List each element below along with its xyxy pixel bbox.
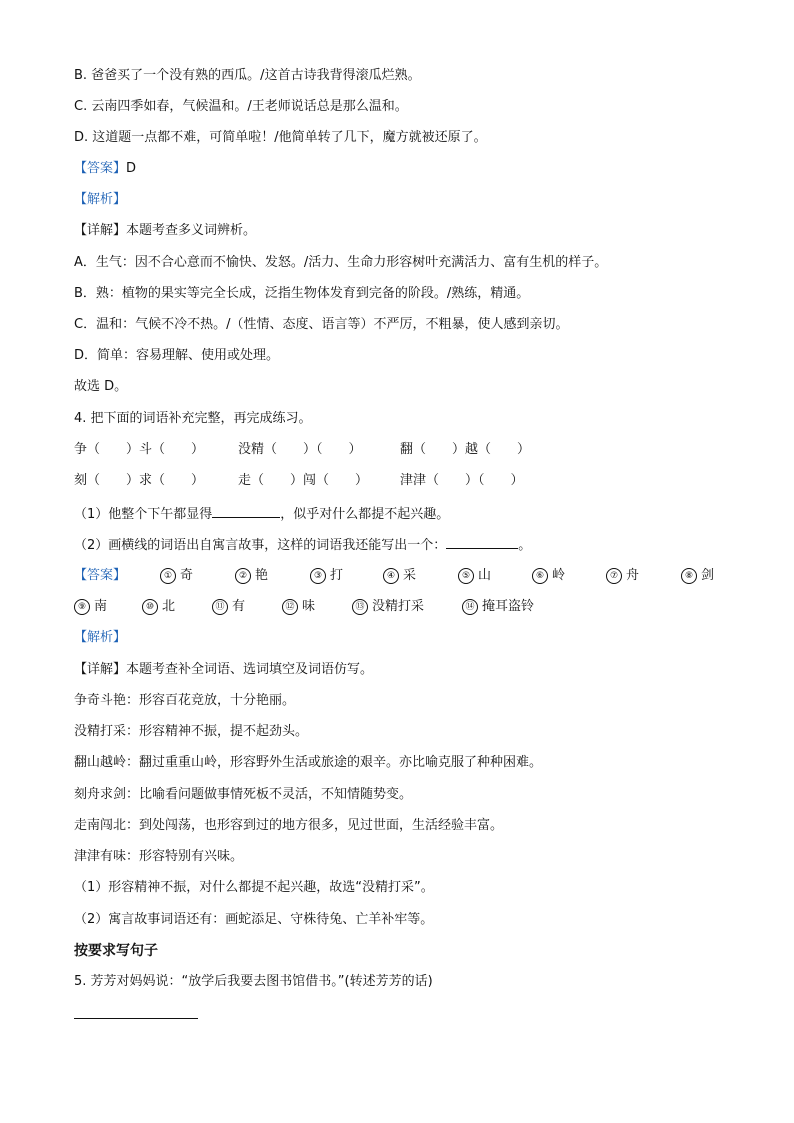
question-5: 5. 芳芳对妈妈说：“放学后我要去图书馆借书。”(转述芳芳的话) <box>74 974 433 989</box>
answer-number: ⑪ <box>212 599 228 615</box>
explain-a: A．生气：因不合心意而不愉快、发怒。/活力、生命力形容树叶充满活力、富有生机的样子。 <box>74 255 608 270</box>
explain-d: D．简单：容易理解、使用或处理。 <box>74 348 280 363</box>
answer-text: 艳 <box>255 568 269 583</box>
answer-number: ⑬ <box>352 599 368 615</box>
explain-sub-2: （2）寓言故事词语还有：画蛇添足、守株待兔、亡羊补牢等。 <box>74 912 434 927</box>
option-d: D. 这道题一点都不难，可简单啦！/他简单转了几下，魔方就被还原了。 <box>74 130 487 145</box>
answer-text: 采 <box>403 568 417 583</box>
q4-2-text: （2）画横线的词语出自寓言故事，这样的词语我还能写出一个： <box>74 538 447 553</box>
fill-item-2: 没精（ ）（ ） <box>238 442 362 457</box>
answer-number: ⑭ <box>462 599 478 615</box>
fill-item-5: 走（ ）闯（ ） <box>238 473 369 488</box>
answer-number: ⑥ <box>532 568 548 584</box>
explain-word-5: 走南闯北：到处闯荡，也形容到过的地方很多，见过世面，生活经验丰富。 <box>74 818 504 833</box>
answer-value: D <box>126 161 137 176</box>
answer-text: 打 <box>330 568 344 583</box>
detail-text: 本题考查多义词辨析。 <box>126 223 257 238</box>
answer-text: 味 <box>302 599 316 614</box>
answer-text: 山 <box>478 568 492 583</box>
fill-item-6: 津津（ ）（ ） <box>400 473 524 488</box>
answer-number: ⑤ <box>458 568 474 584</box>
answer-text: 奇 <box>180 568 194 583</box>
answer-text: 岭 <box>552 568 566 583</box>
answer-item <box>458 566 491 586</box>
explain-sub-1: （1）形容精神不振，对什么都提不起兴趣，故选“没精打采”。 <box>74 880 434 895</box>
fill-item-1: 争（ ）斗（ ） <box>74 442 205 457</box>
question-4-2 <box>74 534 531 556</box>
answer-item <box>681 566 714 586</box>
answer-item <box>532 566 565 586</box>
answer-item <box>212 597 245 617</box>
detail-4 <box>74 660 373 680</box>
answer-text: 南 <box>94 599 108 614</box>
choose-d: 故选 D。 <box>74 379 128 394</box>
answer-3 <box>74 159 136 179</box>
answer-number: ① <box>160 568 176 584</box>
q4-2-end: 。 <box>518 538 532 553</box>
answer-number: ⑩ <box>142 599 158 615</box>
option-b: B. 爸爸买了一个没有熟的西瓜。/这首古诗我背得滚瓜烂熟。 <box>74 68 421 83</box>
answer-item <box>74 597 107 617</box>
answer-number: ⑫ <box>282 599 298 615</box>
answer-text: 掩耳盗铃 <box>482 599 535 614</box>
answer-item <box>235 566 268 586</box>
detail-tag: 【详解】 <box>74 223 127 238</box>
q4-1-text: （1）他整个下午都显得 <box>74 507 213 522</box>
answer-item <box>282 597 315 617</box>
answer-item <box>383 566 416 586</box>
q4-1-end: ，似乎对什么都提不起兴趣。 <box>280 507 450 522</box>
option-c: C. 云南四季如春，气候温和。/王老师说话总是那么温和。 <box>74 99 408 114</box>
answer-item <box>160 566 193 586</box>
explain-word-1: 争奇斗艳：形容百花竞放，十分艳丽。 <box>74 693 296 708</box>
explain-b: B．熟：植物的果实等完全长成，泛指生物体发育到完备的阶段。/熟练，精通。 <box>74 286 530 301</box>
answer-item <box>310 566 343 586</box>
detail-text: 本题考查补全词语、选词填空及词语仿写。 <box>126 662 374 677</box>
detail-tag: 【详解】 <box>74 662 127 677</box>
answer-number: ③ <box>310 568 326 584</box>
explain-word-6: 津津有味：形容特别有兴味。 <box>74 849 244 864</box>
answer-number: ⑦ <box>606 568 622 584</box>
analysis-tag-4: 【解析】 <box>74 630 127 645</box>
answer-number: ⑧ <box>681 568 697 584</box>
section-heading: 按要求写句子 <box>74 943 158 959</box>
answer-text: 舟 <box>626 568 640 583</box>
answer-blank-line <box>74 1018 198 1019</box>
answer-number: ④ <box>383 568 399 584</box>
question-4-1 <box>74 503 449 525</box>
detail-3 <box>74 221 256 241</box>
answer-tag-4: 【答案】 <box>74 568 127 583</box>
answer-text: 有 <box>232 599 246 614</box>
question-4: 4. 把下面的词语补充完整，再完成练习。 <box>74 411 312 426</box>
answer-item <box>142 597 175 617</box>
explain-word-4: 刻舟求剑：比喻看问题做事情死板不灵活，不知情随势变。 <box>74 787 413 802</box>
explain-c: C．温和：气候不冷不热。/（性情、态度、语言等）不严厉，不粗暴，使人感到亲切。 <box>74 317 569 332</box>
answer-text: 剑 <box>701 568 715 583</box>
fill-item-4: 刻（ ）求（ ） <box>74 473 205 488</box>
answer-item <box>462 597 534 617</box>
answer-item <box>352 597 424 617</box>
fill-item-3: 翻（ ）越（ ） <box>400 442 531 457</box>
explain-word-2: 没精打采：形容精神不振，提不起劲头。 <box>74 724 309 739</box>
answer-tag: 【答案】 <box>74 161 127 176</box>
blank-line <box>212 503 280 518</box>
answer-item <box>606 566 639 586</box>
answer-text: 北 <box>162 599 176 614</box>
answer-number: ⑨ <box>74 599 90 615</box>
analysis-tag-3: 【解析】 <box>74 192 127 207</box>
answer-number: ② <box>235 568 251 584</box>
explain-word-3: 翻山越岭：翻过重重山岭，形容野外生活或旅途的艰辛。亦比喻克服了种种困难。 <box>74 755 543 770</box>
blank-line <box>446 534 518 549</box>
answer-text: 没精打采 <box>372 599 425 614</box>
